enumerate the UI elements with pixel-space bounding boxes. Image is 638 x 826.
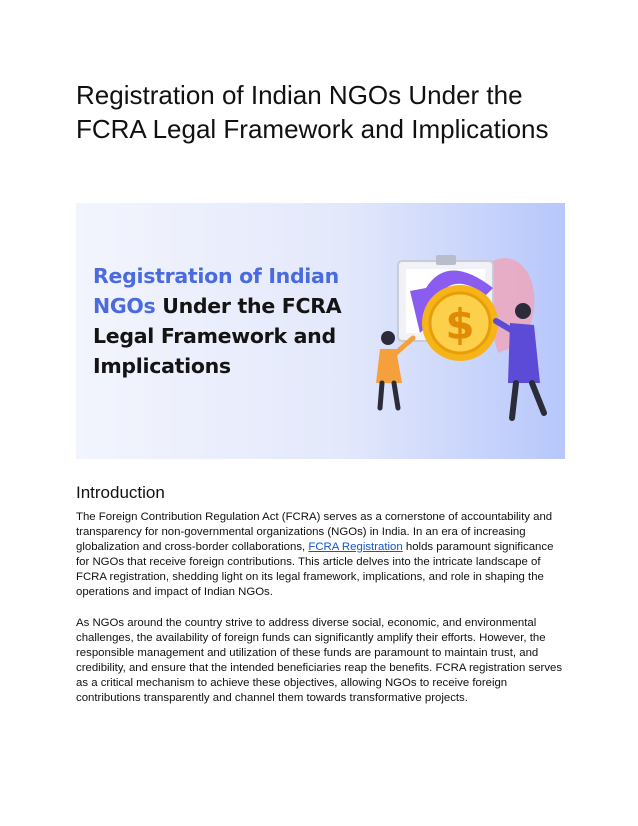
banner-title xyxy=(93,261,353,381)
section-heading: Introduction xyxy=(76,483,165,502)
para1-text-before: The Foreign Contribution Regulation Act (FCRA) serves as a cornerstone of accountability and transparency for non-governmental organizations (NGOs) in India. In an era of increasing globalization and cross-border collaborations, xyxy=(76,511,553,553)
para1-text-after: holds paramount significance for NGOs that receive foreign contributions. This article delves into the intricate landscape of FCRA registration, shedding light on its legal framework, implications, and role in shaping the operations and impact of Indian NGOs. xyxy=(76,541,554,598)
banner-illustration xyxy=(358,233,558,453)
intro-paragraph-1 xyxy=(76,510,566,600)
banner-title-highlight: Registration of Indian NGOs xyxy=(93,264,339,318)
page-title: Registration of Indian NGOs Under the FCRA Legal Framework and Implications xyxy=(76,80,549,144)
hero-banner xyxy=(76,203,565,459)
intro-paragraph-2: As NGOs around the country strive to address diverse social, economic, and environmental challenges, the availability of foreign funds can significantly amplify their efforts. However, the responsible management and utilization of these funds are paramount to maintain trust, and credibility, and ensure that the intended beneficiaries reap the benefits. FCRA registration serves as a critical mechanism to achieve these objectives, allowing NGOs to receive foreign contributions transparently and channel them towards transformative projects. xyxy=(76,617,563,704)
coin-dollar-icon xyxy=(422,285,498,361)
svg-text:$: $ xyxy=(445,300,475,349)
fcra-registration-link[interactable]: FCRA Registration xyxy=(308,541,403,553)
banner-title-rest: Under the FCRA Legal Framework and Implications xyxy=(93,294,342,378)
